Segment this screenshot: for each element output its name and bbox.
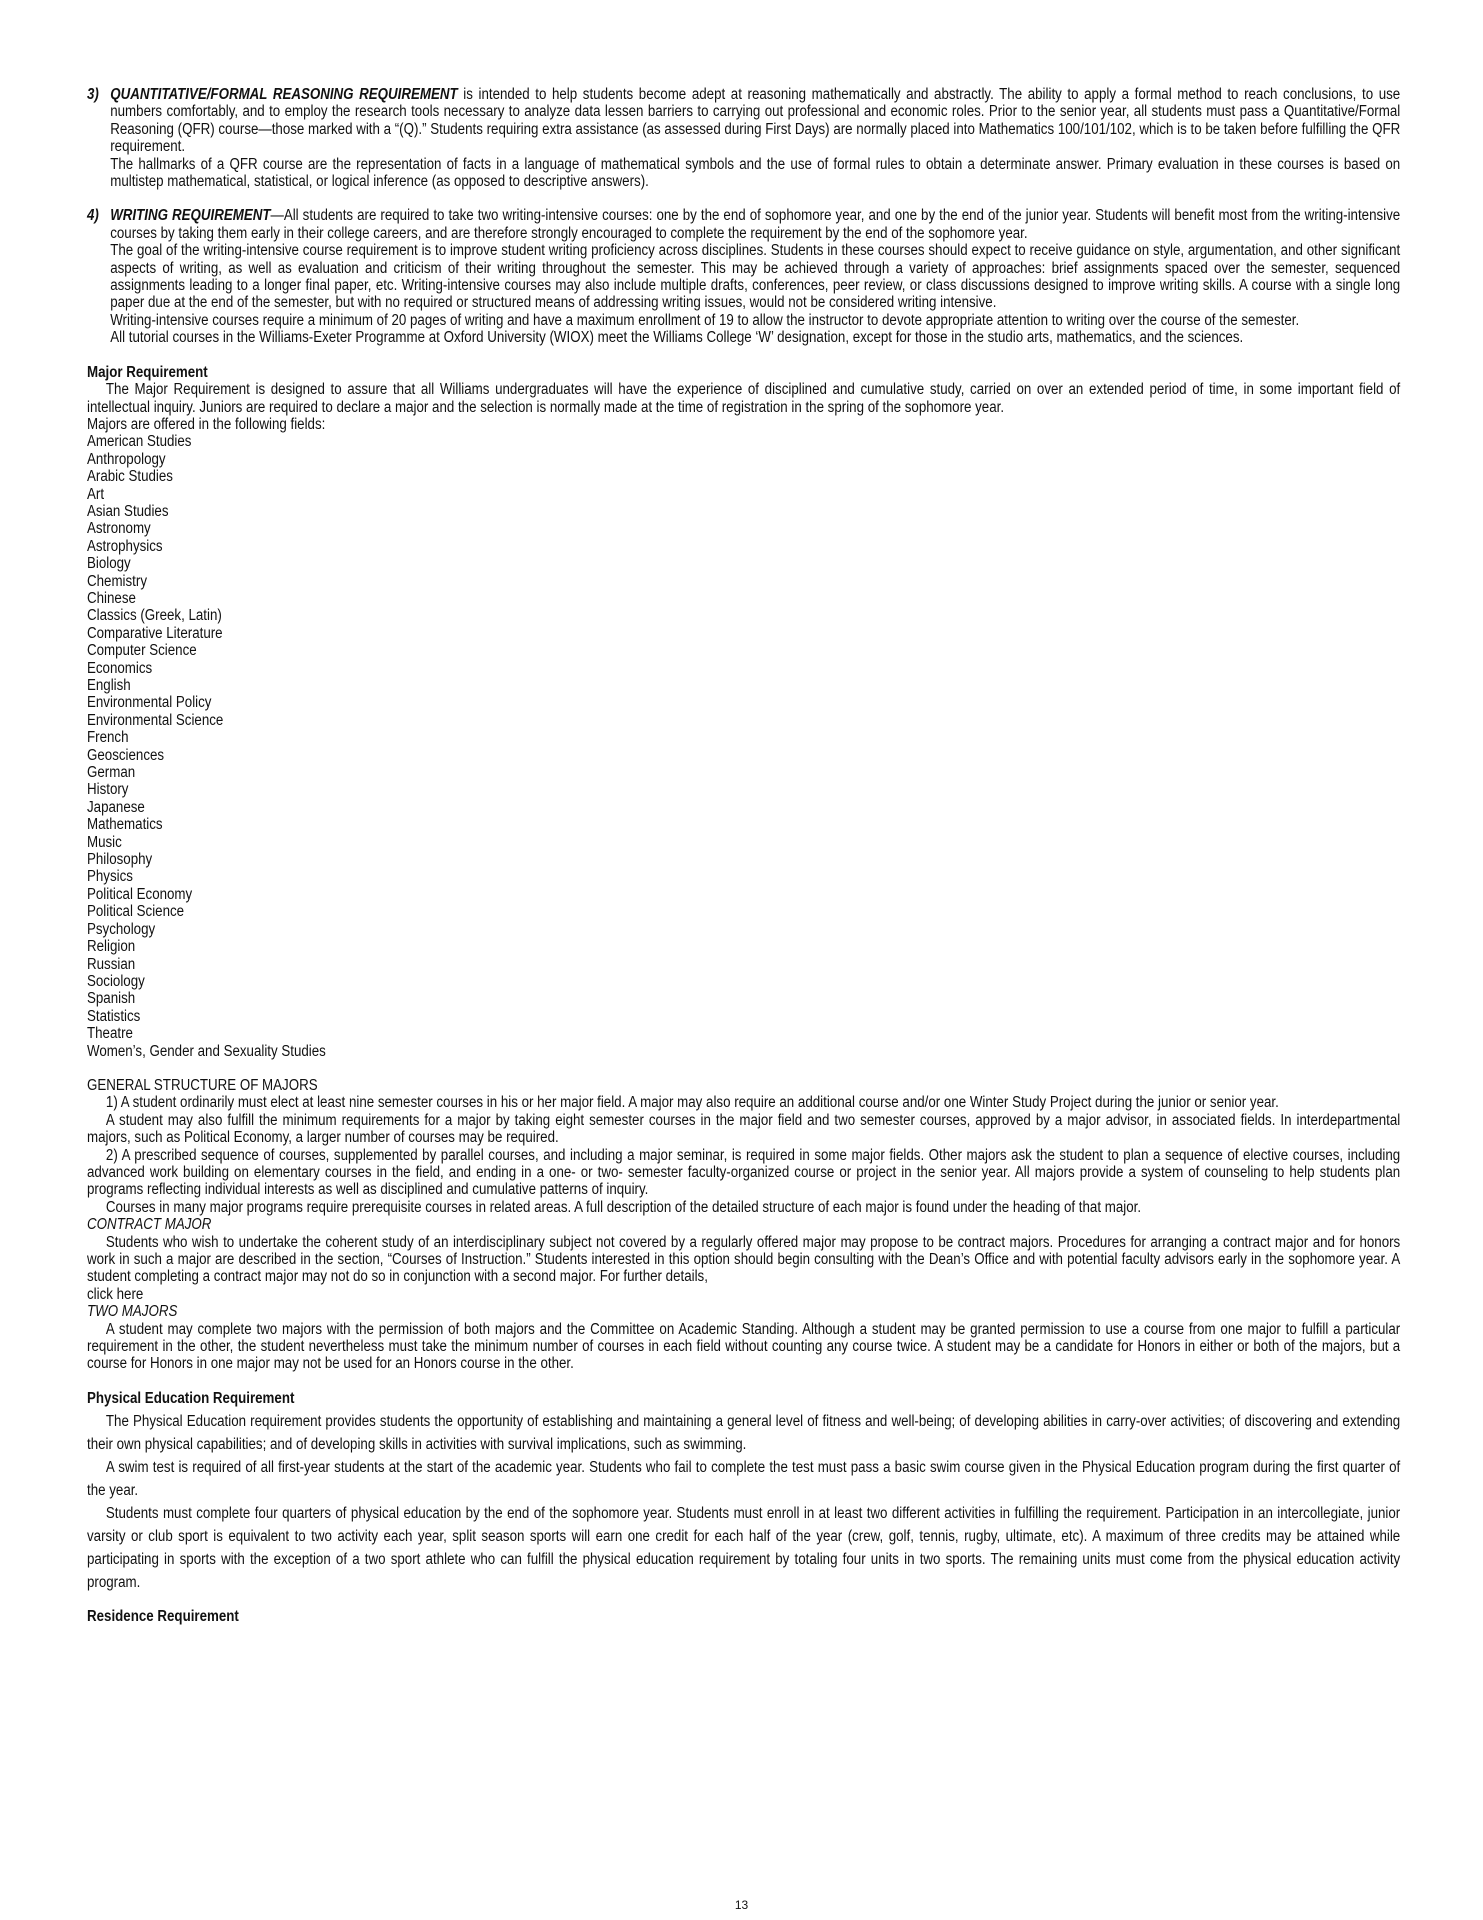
major-field-item: Classics (Greek, Latin)	[87, 607, 222, 625]
structure-paragraph-3: 2) A prescribed sequence of courses, supplemented by parallel courses, and including a major seminar, is required in some major fields. Other majors ask the student to plan a sequence of elective courses, including advanced work building on elementary courses in the field, and ending in a one- or two- semester faculty-organized course or project in the senior year. All majors provide a system of counseling to help students plan programs reflecting individual interests as well as disciplined and cumulative patterns of inquiry.	[87, 1146, 1401, 1199]
contract-major-link-line	[87, 1286, 1400, 1303]
major-field-item: Philosophy	[87, 851, 153, 869]
major-field-item: Comparative Literature	[87, 624, 223, 642]
writing-title: WRITING REQUIREMENT	[110, 207, 271, 225]
structure-paragraph-1: 1) A student ordinarily must elect at least nine semester courses in his or her major field. A major may also require an additional course and/or one Winter Study Project during the junior or senior year.	[105, 1094, 1279, 1112]
major-field-item: Chinese	[87, 589, 136, 607]
pe-paragraph-3: Students must complete four quarters of physical education by the end of the sophomore year. Students must enroll in at least two different activities in fulfilling the requirement. Participation in an intercollegiate, junior varsity or club sport is equivalent to two activity each year, split season sports will earn one credit for each half of the year (crew, golf, tennis, rugby, ultimate, etc). A maximum of three credits may be attained while participating in sports with the exception of a two sport athlete who can fulfill the physical education requirement by totaling four units in two sports. The remaining units must come from the physical education activity program.	[87, 1504, 1401, 1591]
document-page	[87, 86, 1400, 1625]
physical-education-section	[87, 1387, 1400, 1594]
qfr-section	[87, 86, 1400, 190]
major-field-item: American Studies	[87, 433, 192, 451]
pe-paragraph-1: The Physical Education requirement provides students the opportunity of establishing and maintaining a general level of fitness and well-being; of developing abilities in carry-over activities; of discovering and extending their own physical capabilities; and of developing skills in activities with survival implications, such as swimming.	[87, 1412, 1401, 1453]
writing-body-1: —All students are required to take two writing-intensive courses: one by the end of sophomore year, and one by the end of the junior year. Students will benefit most from the writing-intensive courses by taking them early in their college careers, and are therefore strongly encouraged to complete the requirement by the end of the sophomore year.	[110, 207, 1401, 242]
qfr-number: 3)	[87, 86, 99, 103]
major-field-item: Political Economy	[87, 885, 193, 903]
major-field-item: Mathematics	[87, 816, 163, 834]
pe-heading: Physical Education Requirement	[87, 1389, 295, 1407]
major-field-item: Arabic Studies	[87, 468, 173, 486]
major-field-item: Anthropology	[87, 450, 166, 468]
major-field-item: Psychology	[87, 920, 156, 938]
page-number: 13	[734, 1898, 749, 1912]
pe-paragraph-2: A swim test is required of all first-year students at the start of the academic year. Students who fail to complete the test must pass a basic swim course given in the Physical Education program during the first quarter of the year.	[87, 1458, 1401, 1499]
two-majors-body: A student may complete two majors with the permission of both majors and the Committee on Academic Standing. Although a student may be granted permission to use a course from one major to fulfill a particular requirement in the other, the student nevertheless must take the minimum number of courses in each field without counting any course twice. A student may be a candidate for Honors in either or both of the majors, but a course for Honors in one major may not be used for an Honors course in the other.	[87, 1320, 1401, 1373]
major-field-item: Asian Studies	[87, 502, 169, 520]
major-field-item: History	[87, 781, 129, 799]
structure-paragraph-2: A student may also fulfill the minimum requirements for a major by taking eight semester courses in the major field and two semester courses, approved by a major advisor, in associated fields. In interdepartmental majors, such as Political Economy, a larger number of courses may be required.	[87, 1111, 1401, 1147]
qfr-paragraph-1	[110, 86, 1400, 156]
residence-heading: Residence Requirement	[87, 1607, 239, 1625]
major-field-item: Political Science	[87, 903, 185, 921]
major-intro: The Major Requirement is designed to assure that all Williams undergraduates will have the experience of disciplined and cumulative study, carried on over an extended period of time, in some important field of intellectual inquiry. Juniors are required to declare a major and the selection is normally made at the time of registration in the spring of the sophomore year.	[87, 381, 1401, 416]
major-field-item: Religion	[87, 938, 136, 956]
contract-major-body: Students who wish to undertake the coherent study of an interdisciplinary subject not covered by a regularly offered major may propose to be contract majors. Procedures for arranging a contract major and for honors work in such a major are described in the section, “Courses of Instruction.” Students interested in this option should begin consulting with the Dean’s Office and with potential faculty advisors early in the sophomore year. A student completing a contract major may not do so in conjunction with a second major. For further details,	[87, 1233, 1401, 1286]
writing-paragraph-4: All tutorial courses in the Williams-Exeter Programme at Oxford University (WIOX) meet the Williams College ‘W’ designation, except for those in the studio arts, mathematics, and the sciences.	[110, 329, 1244, 347]
major-fields-list	[87, 433, 1400, 1060]
major-field-item: Women’s, Gender and Sexuality Studies	[87, 1042, 326, 1060]
qfr-title: QUANTITATIVE/FORMAL REASONING REQUIREMENT	[110, 86, 458, 103]
major-field-item: French	[87, 729, 129, 747]
structure-section	[87, 1077, 1400, 1373]
major-field-item: Japanese	[87, 798, 145, 816]
major-field-item: Astrophysics	[87, 537, 163, 555]
major-field-item: Computer Science	[87, 642, 197, 660]
major-section	[87, 364, 1400, 1060]
structure-paragraph-4: Courses in many major programs require prerequisite courses in related areas. A full description of the detailed structure of each major is found under the heading of that major.	[105, 1198, 1142, 1216]
major-field-item: Physics	[87, 868, 133, 886]
major-field-item: Environmental Science	[87, 711, 224, 729]
major-field-item: Spanish	[87, 990, 136, 1008]
major-field-item: Economics	[87, 659, 153, 677]
click-here-link[interactable]: click here	[87, 1285, 144, 1303]
condensed-text-block	[87, 86, 1400, 1625]
major-field-item: English	[87, 677, 131, 694]
major-field-item: Sociology	[87, 972, 145, 990]
major-field-item: Russian	[87, 955, 136, 973]
major-fields-intro: Majors are offered in the following fields:	[87, 415, 326, 433]
writing-section	[87, 207, 1400, 346]
writing-paragraph-1	[110, 207, 1400, 242]
major-field-item: Art	[87, 485, 105, 503]
major-field-item: Theatre	[87, 1025, 133, 1043]
qfr-paragraph-2: The hallmarks of a QFR course are the representation of facts in a language of mathematical symbols and the use of formal rules to obtain a determinate answer. Primary evaluation in these courses is based on multistep mathematical, statistical, or logical inference (as opposed to descriptive answers).	[110, 155, 1401, 191]
major-field-item: Statistics	[87, 1007, 141, 1025]
two-majors-heading: TWO MAJORS	[87, 1303, 178, 1321]
major-heading: Major Requirement	[87, 363, 208, 381]
major-field-item: Environmental Policy	[87, 694, 212, 712]
writing-paragraph-2: The goal of the writing-intensive course requirement is to improve student writing proficiency across disciplines. Students in these courses should expect to receive guidance on style, argumentation, and other significant aspects of writing, as well as evaluation and criticism of their writing throughout the semester. This may be achieved through a variety of approaches: brief assignments spaced over the semester, sequenced assignments leading to a longer final paper, etc. Writing-intensive courses may also include multiple drafts, conferences, peer review, or class discussions designed to improve writing skills. A course with a single long paper due at the end of the semester, but with no required or structured means of addressing writing issues, would not be considered writing intensive.	[110, 242, 1401, 312]
major-field-item: Chemistry	[87, 572, 147, 590]
writing-number: 4)	[87, 207, 99, 225]
major-field-item: Music	[87, 833, 122, 851]
writing-paragraph-3: Writing-intensive courses require a minimum of 20 pages of writing and have a maximum enrollment of 19 to allow the instructor to devote appropriate attention to writing over the course of the semester.	[110, 311, 1300, 329]
major-field-item: German	[87, 764, 136, 782]
major-field-item: Biology	[87, 555, 131, 573]
qfr-body-1: is intended to help students become adept at reasoning mathematically and abstractly. The ability to apply a formal method to reach conclusions, to use numbers comfortably, and to employ the research tools necessary to analyze data lessen barriers to carrying out professional and economic roles. Prior to the senior year, all students must pass a Quantitative/Formal Reasoning (QFR) course—those marked with a “(Q).” Students requiring extra assistance (as assessed during First Days) are normally placed into Mathematics 100/101/102, which is to be taken before fulfilling the QFR requirement.	[110, 86, 1401, 156]
major-field-item: Astronomy	[87, 520, 151, 538]
major-field-item: Geosciences	[87, 746, 165, 764]
contract-major-heading: CONTRACT MAJOR	[87, 1216, 212, 1234]
structure-heading: GENERAL STRUCTURE OF MAJORS	[87, 1076, 318, 1094]
